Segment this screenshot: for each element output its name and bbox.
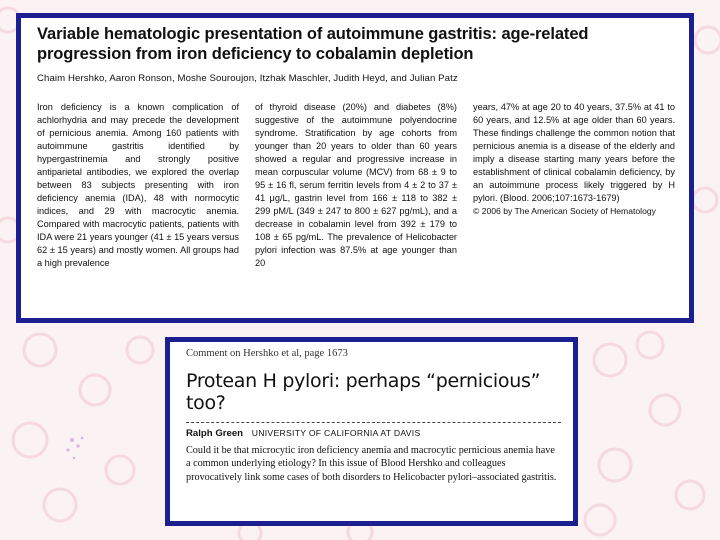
article-abstract-panel (16, 13, 694, 323)
abstract-text-1: Iron deficiency is a known complication of achlorhydria and may precede the development of pernicious anemia. Among 160 patients with autoimmune gastritis identified by hypergastrinemia and strongly positive antiparietal antibodies, we explored the overlap between 83 subjects presenting with iron deficiency anemia (IDA), 48 with normocytic indices, and 29 with macrocytic anemia. Compared with macrocytic patients, patients with IDA were 21 years younger (41 ± 15 years versus 62 ± 15 years) and mostly women. All groups had a high prevalence (37, 102, 239, 268)
commentary-affiliation: UNIVERSITY OF CALIFORNIA AT DAVIS (251, 428, 421, 438)
article-title-line2: progression from iron deficiency to cobalamin depletion (37, 45, 474, 63)
abstract-column-2 (255, 101, 457, 270)
abstract-column-3 (473, 101, 675, 270)
commentary-panel (165, 337, 578, 526)
abstract-columns (37, 101, 675, 270)
article-title-line1: Variable hematologic presentation of autoimmune gastritis: age-related (37, 25, 589, 43)
divider (186, 422, 561, 423)
comment-on-label: Comment on Hershko et al, page 1673 (186, 348, 348, 359)
abstract-column-1 (37, 101, 239, 270)
article-authors: Chaim Hershko, Aaron Ronson, Moshe Souroujon, Itzhak Maschler, Judith Heyd, and Julian Patz (37, 73, 458, 84)
commentary-title: Protean H pylori: perhaps “pernicious” too? (186, 370, 541, 414)
abstract-text-2: of thyroid disease (20%) and diabetes (8%) suggestive of the autoimmune polyendocrine syndrome. Stratification by age cohorts from younger than 20 years to older than 60 years showed a regular and progressive increase in mean corpuscular volume (MCV) from 68 ± 9 to 95 ± 16 fl, serum ferritin levels from 4 ± 2 to 37 ± 41 μg/L, gastrin level from 166 ± 118 to 382 ± 299 pM/L (349 ± 247 to 800 ± 627 pg/mL), and a decrease in cobalamin level from 392 ± 179 to 108 ± 65 pg/mL. The prevalence of Helicobacter pylori infection was 87.5% at age younger than 20 (255, 102, 457, 268)
copyright-notice: © 2006 by The American Society of Hematology (473, 206, 656, 216)
commentary-author: Ralph Green (186, 428, 244, 439)
commentary-byline (186, 428, 561, 439)
commentary-lede: Could it be that microcytic iron deficiency anemia and macrocytic pernicious anemia have a common underlying etiology? In this issue of Blood Hershko and colleagues provocatively link some cases of both disorders to Helicobacter pylori–associated gastritis. (186, 445, 557, 483)
article-title (37, 24, 675, 64)
abstract-text-3: years, 47% at age 20 to 40 years, 37.5% at 41 to 60 years, and 12.5% at age older than 60 years. These findings challenge the common notion that pernicious anemia is a disease of the elderly and imply a disease starting many years before the establishment of clinical cobalamin deficiency, by an autoimmune process likely triggered by H pylori. (Blood. 2006;107:1673-1679) (473, 102, 675, 203)
